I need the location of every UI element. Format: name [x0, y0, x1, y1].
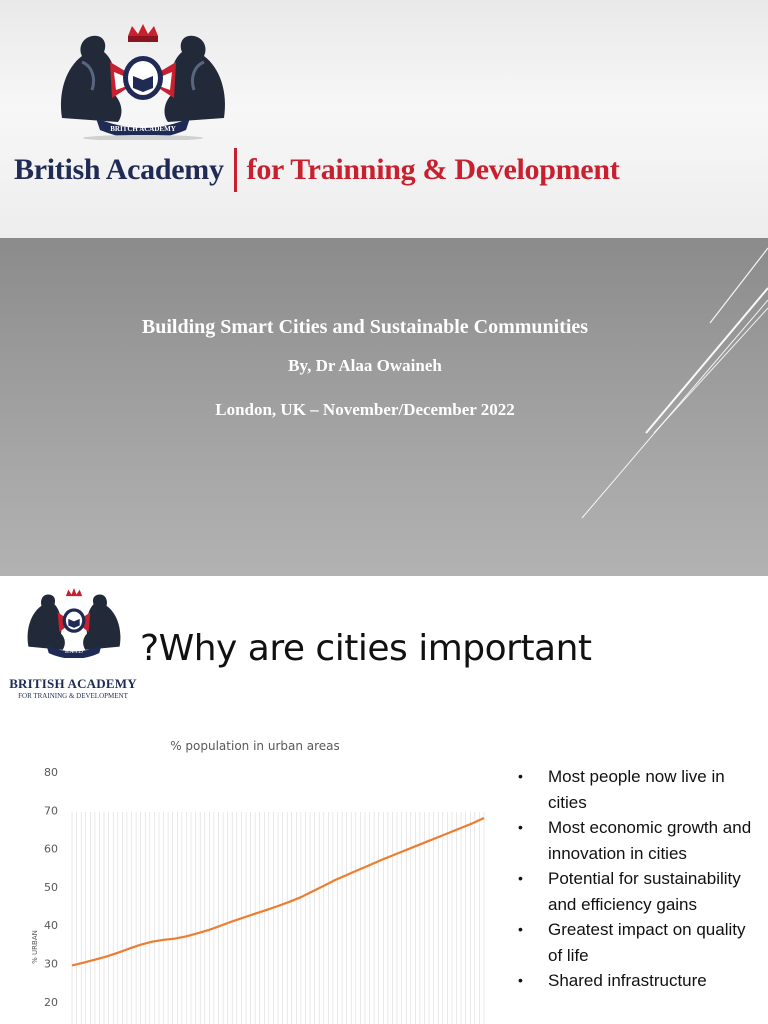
- logo-academy-name: BRITISH ACADEMY: [9, 676, 137, 691]
- brand-separator: [234, 148, 237, 192]
- y-tick-label: 50: [44, 880, 58, 894]
- bullet-item: [516, 764, 764, 815]
- bullet-marker: •: [518, 972, 523, 988]
- y-tick-label: 70: [44, 804, 58, 818]
- logo-initials: B.A.T.D: [64, 649, 84, 656]
- bullet-text: Most people now live in cities: [548, 767, 725, 812]
- chart-y-ticks: [44, 766, 58, 1009]
- bullet-item: [516, 917, 764, 968]
- bullet-item: [516, 815, 764, 866]
- y-tick-label: 20: [44, 995, 58, 1009]
- bullet-item: [516, 968, 764, 994]
- chart-y-axis-label: % URBAN: [31, 930, 39, 964]
- bullet-text: Shared infrastructure: [548, 971, 707, 990]
- presentation-title: Building Smart Cities and Sustainable Communities: [141, 316, 589, 338]
- bullet-text: Most economic growth and innovation in cities: [548, 818, 752, 863]
- academy-crest-logo-small: [12, 588, 136, 658]
- presentation-location-date: London, UK – November/December 2022: [215, 400, 515, 419]
- bullet-list: [516, 764, 764, 994]
- chart-title: % population in urban areas: [170, 739, 340, 753]
- bullet-marker: •: [518, 819, 523, 835]
- brand-name-right: for Trainning & Development: [246, 153, 620, 186]
- presentation-author: By, Dr Alaa Owaineh: [288, 356, 442, 375]
- bullet-marker: •: [518, 768, 523, 784]
- brand-name-left: British Academy: [14, 153, 224, 186]
- y-tick-label: 40: [44, 919, 58, 933]
- y-tick-label: 60: [44, 842, 58, 856]
- brand-wordmark: [14, 148, 619, 192]
- y-tick-label: 30: [44, 957, 58, 971]
- decorative-diagonal-lines: [560, 238, 768, 576]
- bullet-text: Potential for sustainability and efficiency gains: [548, 869, 741, 914]
- slide-header: [0, 0, 768, 238]
- bullet-text: Greatest impact on quality of life: [548, 920, 746, 965]
- bullet-marker: •: [518, 921, 523, 937]
- bullet-marker: •: [518, 870, 523, 886]
- bullet-item: [516, 866, 764, 917]
- urban-population-chart: [0, 732, 500, 1024]
- crest-banner-text: BRITCH ACADEMY: [110, 125, 176, 133]
- title-slide-body: [0, 238, 768, 576]
- logo-academy-subtitle: FOR TRAINING & DEVELOPMENT: [18, 692, 128, 700]
- slide-title: ?Why are cities important: [140, 628, 592, 669]
- academy-crest-logo: [52, 22, 234, 140]
- y-tick-label: 80: [44, 766, 58, 779]
- content-slide: [0, 576, 768, 1024]
